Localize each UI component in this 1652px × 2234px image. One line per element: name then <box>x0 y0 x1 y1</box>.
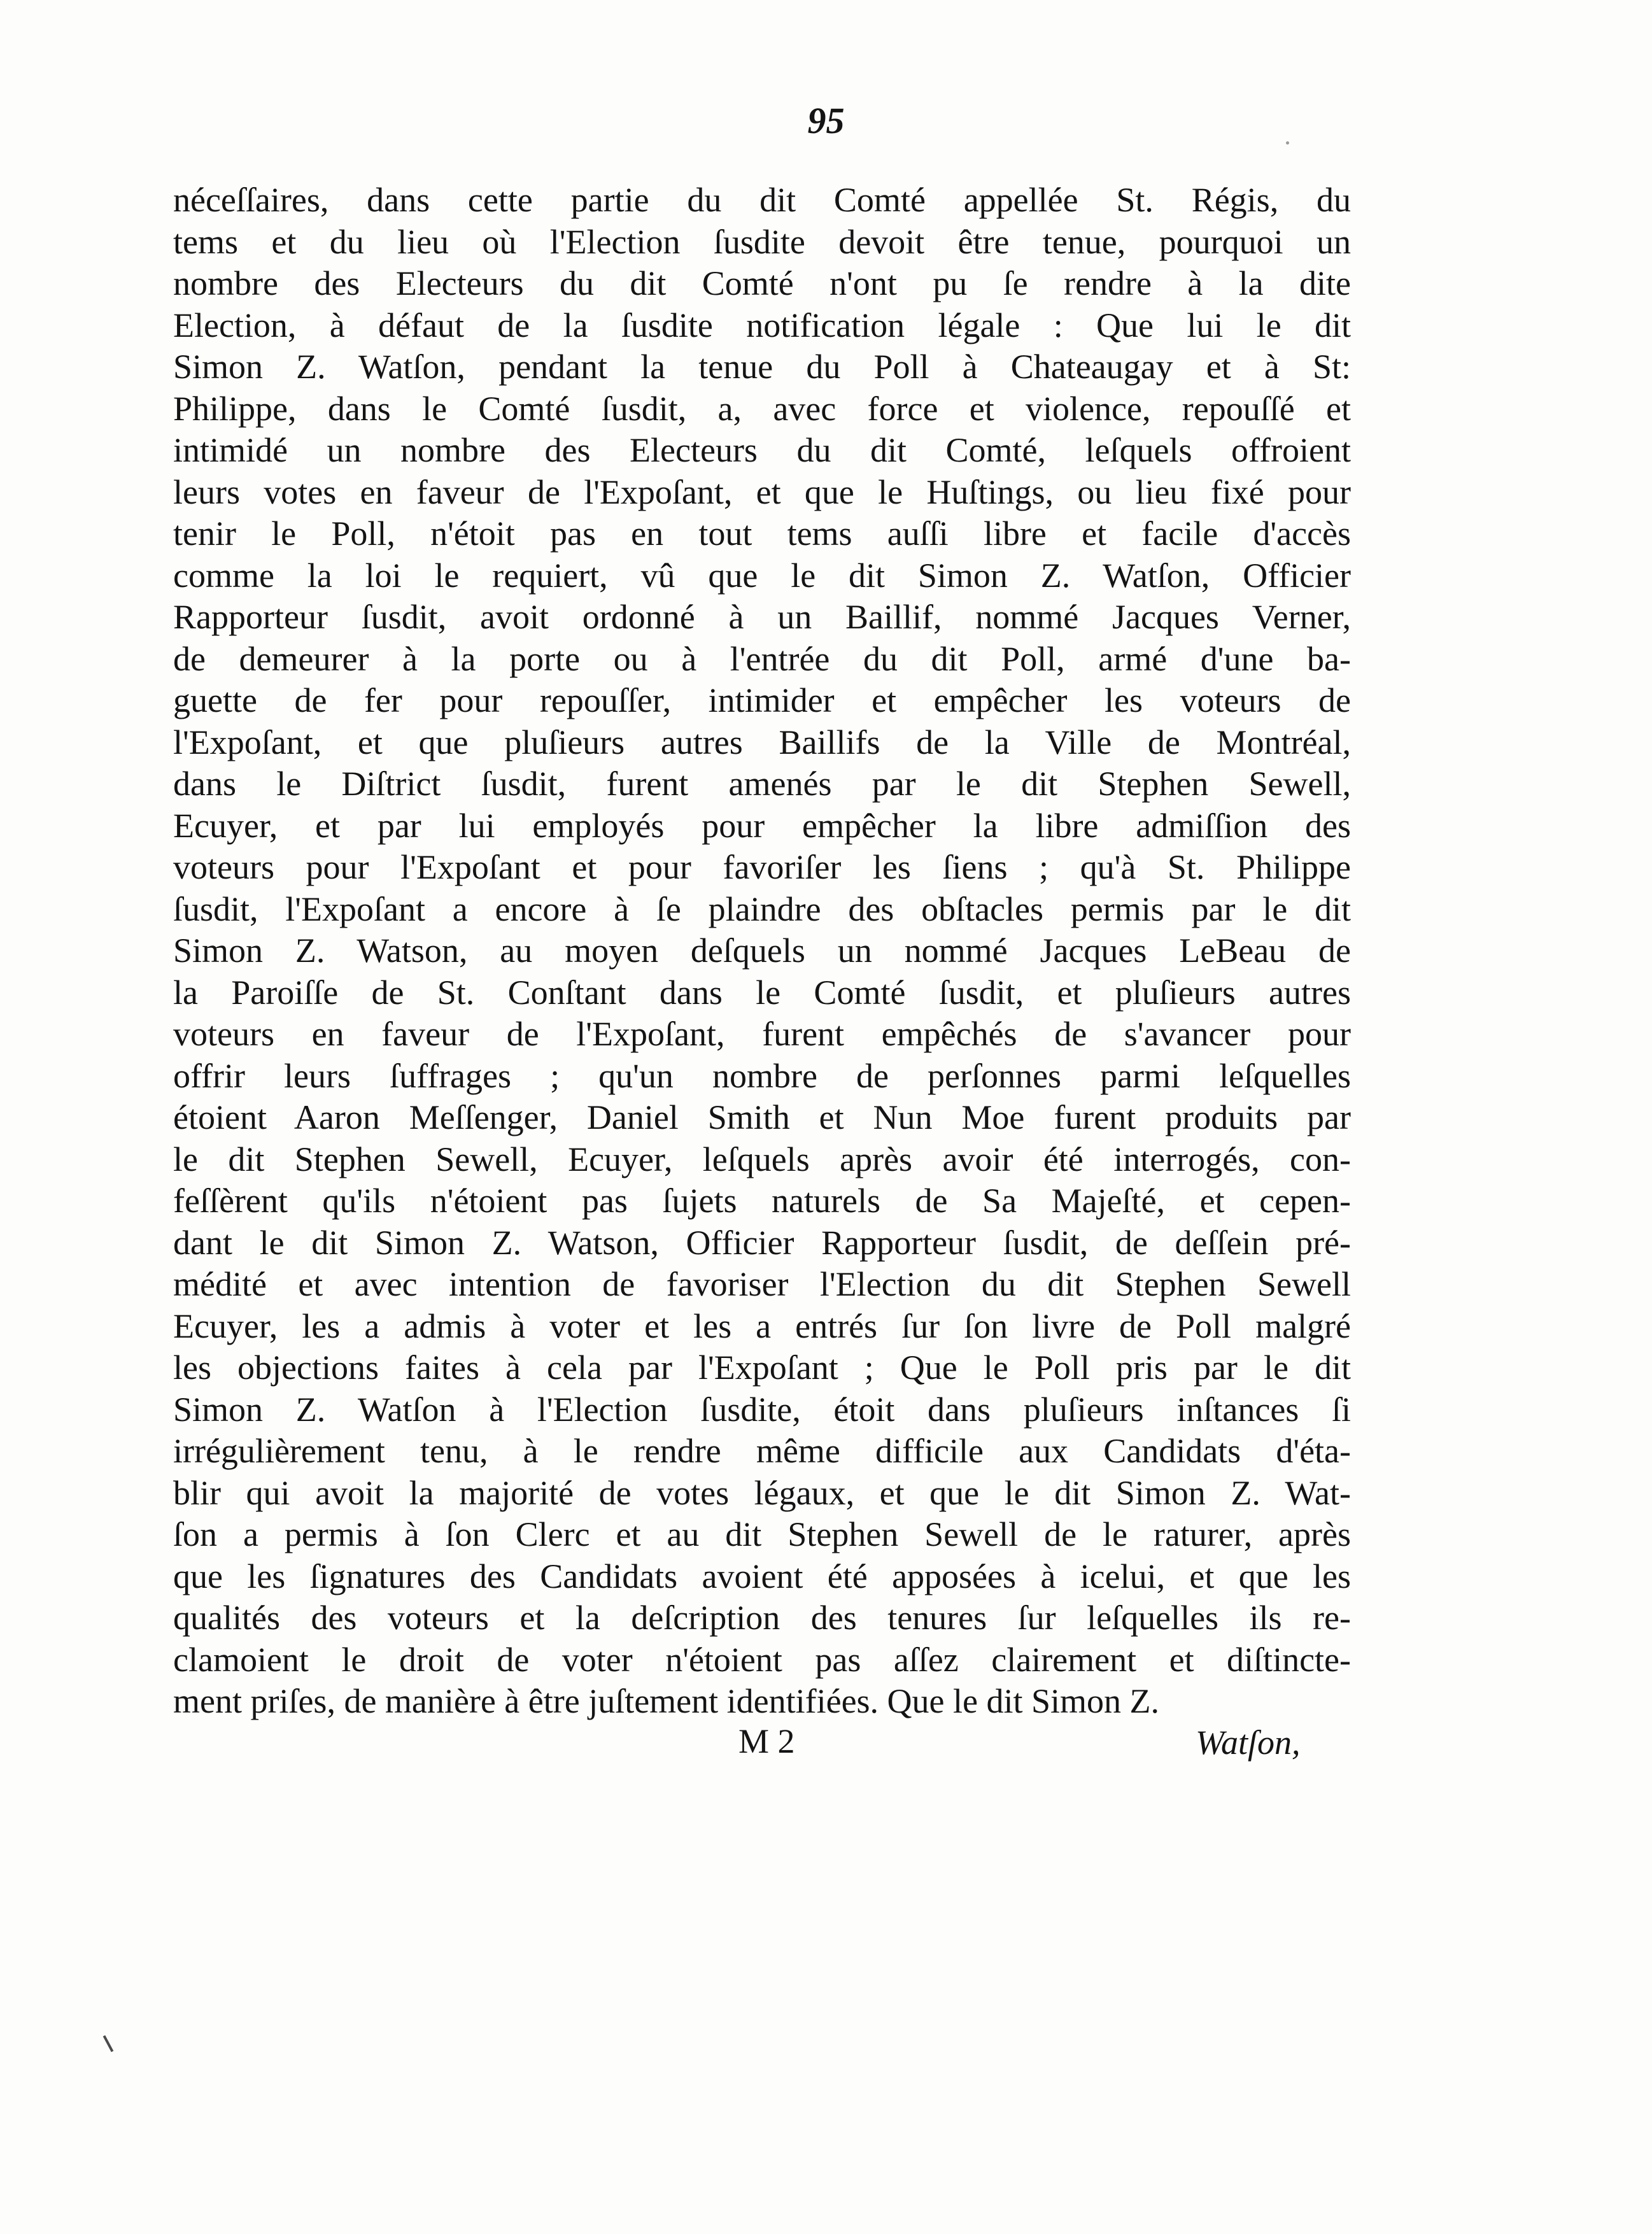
text-line: les objections faites à cela par l'Expoſant ; Que le Poll pris par le dit <box>173 1348 1351 1387</box>
stray-ink-mark <box>103 2035 114 2053</box>
text-line: nombre des Electeurs du dit Comté n'ont pu ſe rendre à la dite <box>173 264 1351 302</box>
text-line: dant le dit Simon Z. Watson, Officier Rapporteur ſusdit, de deſſein pré- <box>173 1223 1351 1262</box>
catchword: Watſon, <box>1196 1723 1301 1762</box>
text-line: Ecuyer, et par lui employés pour empêcher la libre admiſſion des <box>173 806 1351 845</box>
text-line: ſusdit, l'Expoſant a encore à ſe plaindre des obſtacles permis par le dit <box>173 889 1351 928</box>
text-line: médité et avec intention de favoriser l'Election du dit Stephen Sewell <box>173 1265 1351 1303</box>
text-line: qualités des voteurs et la deſcription des tenures ſur leſquelles ils re- <box>173 1599 1351 1637</box>
text-line: Ecuyer, les a admis à voter et les a entrés ſur ſon livre de Poll malgré <box>173 1306 1351 1345</box>
text-line: feſſèrent qu'ils n'étoient pas ſujets naturels de Sa Majeſté, et cepen- <box>173 1182 1351 1220</box>
text-line: Rapporteur ſusdit, avoit ordonné à un Baillif, nommé Jacques Verner, <box>173 598 1351 636</box>
text-line: l'Expoſant, et que pluſieurs autres Baillifs de la Ville de Montréal, <box>173 723 1351 761</box>
text-line: blir qui avoit la majorité de votes légaux, et que le dit Simon Z. Wat- <box>173 1473 1351 1512</box>
text-line: néceſſaires, dans cette partie du dit Comté appellée St. Régis, du <box>173 181 1351 219</box>
text-line: ment priſes, de manière à être juſtement identifiées. Que le dit Simon Z. <box>173 1682 1160 1720</box>
text-line: clamoient le droit de voter n'étoient pas aſſez clairement et diſtincte- <box>173 1640 1351 1679</box>
text-line: la Paroiſſe de St. Conſtant dans le Comté ſusdit, et pluſieurs autres <box>173 973 1351 1012</box>
text-line: leurs votes en faveur de l'Expoſant, et que le Huſtings, ou lieu fixé pour <box>173 472 1351 511</box>
text-line: intimidé un nombre des Electeurs du dit Comté, leſquels offroient <box>173 431 1351 469</box>
text-line: étoient Aaron Meſſenger, Daniel Smith et Nun Moe furent produits par <box>173 1098 1351 1136</box>
text-line: le dit Stephen Sewell, Ecuyer, leſquels après avoir été interrogés, con- <box>173 1140 1351 1178</box>
text-line: Simon Z. Watſon à l'Election ſusdite, étoit dans pluſieurs inſtances ſi <box>173 1390 1351 1429</box>
signature-mark: M 2 <box>738 1722 795 1760</box>
text-line: irrégulièrement tenu, à le rendre même difficile aux Candidats d'éta- <box>173 1432 1351 1470</box>
text-line: Election, à défaut de la ſusdite notification légale : Que lui le dit <box>173 306 1351 344</box>
text-line: Philippe, dans le Comté ſusdit, a, avec force et violence, repouſſé et <box>173 389 1351 428</box>
text-line: dans le Diſtrict ſusdit, furent amenés par le dit Stephen Sewell, <box>173 765 1351 803</box>
text-line: offrir leurs ſuffrages ; qu'un nombre de perſonnes parmi leſquelles <box>173 1056 1351 1095</box>
text-line: que les ſignatures des Candidats avoient été apposées à icelui, et que les <box>173 1557 1351 1595</box>
text-line: ſon a permis à ſon Clerc et au dit Stephen Sewell de le raturer, après <box>173 1515 1351 1553</box>
text-line: voteurs pour l'Expoſant et pour favoriſer les ſiens ; qu'à St. Philippe <box>173 848 1351 886</box>
text-line: comme la loi le requiert, vû que le dit Simon Z. Watſon, Officier <box>173 556 1351 595</box>
text-line: Simon Z. Watson, au moyen deſquels un nommé Jacques LeBeau de <box>173 931 1351 970</box>
text-line: tems et du lieu où l'Election ſusdite devoit être tenue, pourquoi un <box>173 222 1351 261</box>
page-number: 95 <box>807 100 845 141</box>
text-line: voteurs en faveur de l'Expoſant, furent empêchés de s'avancer pour <box>173 1015 1351 1053</box>
text-line: guette de fer pour repouſſer, intimider et empêcher les voteurs de <box>173 681 1351 719</box>
text-line: Simon Z. Watſon, pendant la tenue du Poll à Chateaugay et à St: <box>173 348 1351 386</box>
body-text <box>173 180 1351 1723</box>
text-line: tenir le Poll, n'étoit pas en tout tems auſſi libre et facile d'accès <box>173 514 1351 553</box>
text-line: de demeurer à la porte ou à l'entrée du dit Poll, armé d'une ba- <box>173 639 1351 678</box>
